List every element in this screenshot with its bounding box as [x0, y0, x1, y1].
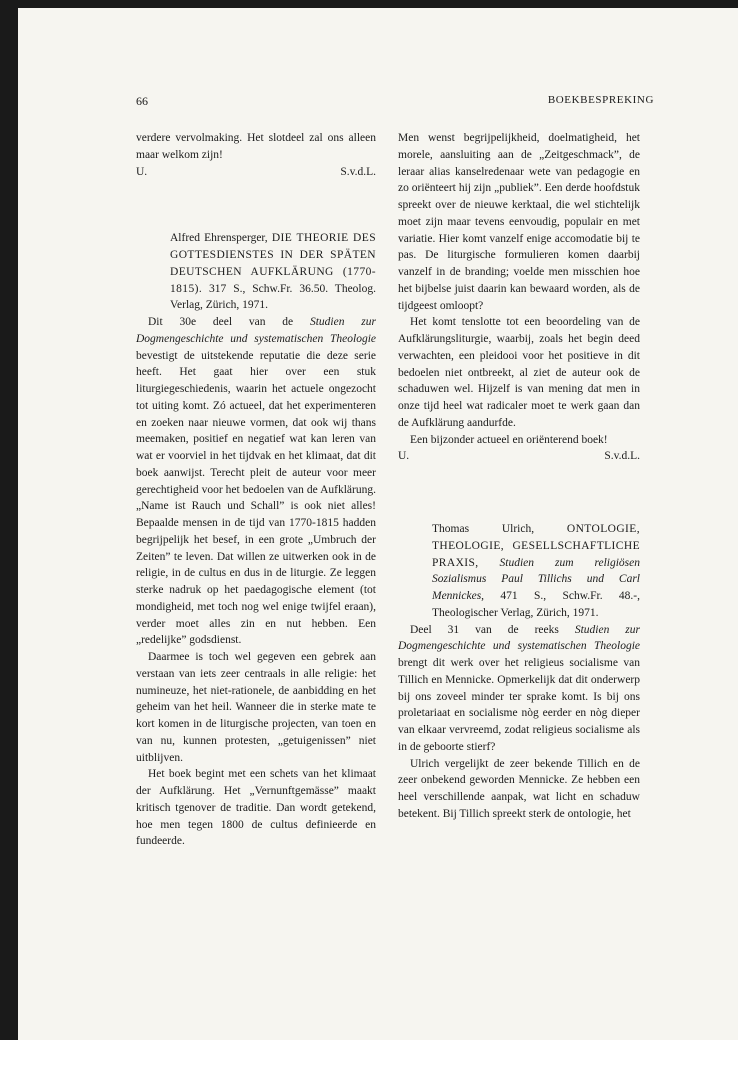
review-paragraph: Het komt tenslotte tot een beoordeling van de Aufklärungsliturgie, waarbij, zoals het begin deed verwachten, een pleidooi voor het positieve in dit bedoelen niet ontbreekt, al ziet de auteur ook de schaduwen wel. Hijzelf is van mening dat men in onze tijd heel wat radicaler moet te werk gaan dan de Aufklärung aandurfde. [398, 316, 640, 429]
signature-name: S.v.d.L. [604, 450, 640, 463]
spacer [136, 180, 376, 230]
review-paragraph: Ulrich vergelijkt de zeer bekende Tillich en de zeer onbekend geworden Mennicke. Ze hebben een heel verschillende aanpak, wat licht en schaduw betekent. Bij Tillich spreekt sterk de ontologie, het [398, 757, 640, 820]
book-details: 317 S., Schw.Fr. 36.50. Theolog. Verlag, Zürich, 1971. [170, 282, 376, 312]
text-run: Dit 30e deel van de [148, 316, 310, 328]
book-subtitle: Studien zum religiösen Sozialismus Paul Tillichs und Carl Mennickes, [432, 556, 641, 602]
review-heading-ulrich [398, 521, 640, 622]
text-run: bevestigt de uitstekende reputatie die deze serie heeft. Het gaat hier over een stuk liturgiegeschiedenis, waarin het actuele ongezocht tot uiting komt. Zó actueel, dat het experimenteren en zoeken naar nieuwe vormen, dat ook wij thans meemaken, positief en negatief wat kan leren van wat er voorviel in het tijdvak en het klimaat, dat dit boek aanwijst. Terecht pleit de auteur voor meer gerechtigheid voor het bedoelen van de Aufklärung. „Name ist Rauch und Schall” is ook niet alles! Bepaalde mensen in de tijd van 1770-1815 hadden begrijpelijk het besef, in een grote „Umbruch der Zeiten” te leven. Dat willen ze uitwerken ook in de religie, in de cultus en dus in de liturgie. Ze leggen sterke nadruk op het paedagogische element (tot mondigheid, met toch nog wel enige twijfel eraan), verder moet alles zin en nut hebben. Een „redelijke” godsdienst. [136, 349, 376, 647]
page-header [18, 94, 738, 110]
page-number: 66 [136, 94, 148, 108]
reviewer-signature [136, 164, 376, 181]
previous-review-ending: verdere vervolmaking. Het slotdeel zal ons alleen maar welkom zijn! [136, 132, 376, 161]
running-head: BOEKBESPREKING [547, 94, 654, 106]
scan-margin [0, 1040, 738, 1068]
review-paragraph: Het boek begint met een schets van het klimaat der Aufklärung. Het „Vernunftgemässe” maakt kritisch tgenover de traditie. Dan wordt getekend, hoe men tegen 1800 de cultus definieerde en fundeerde. [136, 768, 376, 848]
signature-initial: U. [398, 450, 410, 463]
review-paragraph [398, 622, 640, 756]
review-paragraph: Men wenst begrijpelijkheid, doelmatigheid, het morele, aansluiting aan de „Zeitgeschmack”, de leraar alias kanselredenaar wete van pedagogie en zo oriënteert hij zijn „publiek”. Een derde hoofdstuk spreekt over de nieuwe kerktaal, die wel stichtelijk moet zijn maar tevens eenvoudig, populair en met variatie. Hier komt vanzelf enige accomodatie bij te pas. De liturgische formulieren komen daarbij vanzelf in de branding; voelde men misschien hoe het bijbelse juist daarin kan bewaard worden, als de tijdgeest omloopt? [398, 132, 640, 312]
book-page [18, 8, 738, 1048]
review-paragraph: Een bijzonder actueel en oriënterend boek! [410, 433, 608, 446]
series-title: Studien zur Dogmengeschichte und systematischen Theologie [136, 316, 376, 345]
book-title: ONTOLOGIE, THEOLOGIE, GESELLSCHAFTLICHE PRAXIS, [432, 523, 640, 569]
review-paragraph: Daarmee is toch wel gegeven een gebrek aan verstaan van iets zeer centraals in alle religie: het numineuze, het niet-rationele, de aanbidding en het geheim van het heil. Wanneer die in sterke mate te kort komen in de liturgische projecten, van toen en van nu, kunnen protesten, „getuigenissen” niet uitblijven. [136, 651, 376, 764]
left-column [136, 130, 376, 850]
text-run: Deel 31 van de reeks [410, 623, 575, 636]
spacer [398, 465, 640, 521]
series-title: Studien zur Dogmengeschichte und systematischen Theologie [398, 623, 640, 653]
right-column [398, 130, 640, 823]
book-author: Alfred Ehrensperger, [170, 232, 272, 245]
book-author: Thomas Ulrich, [432, 523, 567, 535]
reviewer-signature [398, 448, 640, 465]
review-heading-ehrensperger [136, 230, 376, 314]
book-details: 471 S., Schw.Fr. 48.-, Theologischer Verlag, Zürich, 1971. [432, 590, 640, 619]
signature-name: S.v.d.L. [340, 165, 376, 178]
book-title: DIE THEORIE DES GOTTESDIENSTES IN DER SPÄTEN DEUTSCHEN AUFKLÄRUNG (1770-1815). [170, 232, 376, 295]
review-paragraph [136, 314, 376, 649]
signature-initial: U. [136, 165, 148, 178]
text-run: brengt dit werk over het religieus socialisme van Tillich en Mennicke. Opmerkelijk dat dit onderwerp bij ons zoveel minder ter sprake komt. Is bij ons proletariaat en socialisme nòg eerder en nòg dieper van elkaar vervreemd, zodat religieus socialisme als in de geboorte stierf? [398, 657, 640, 753]
